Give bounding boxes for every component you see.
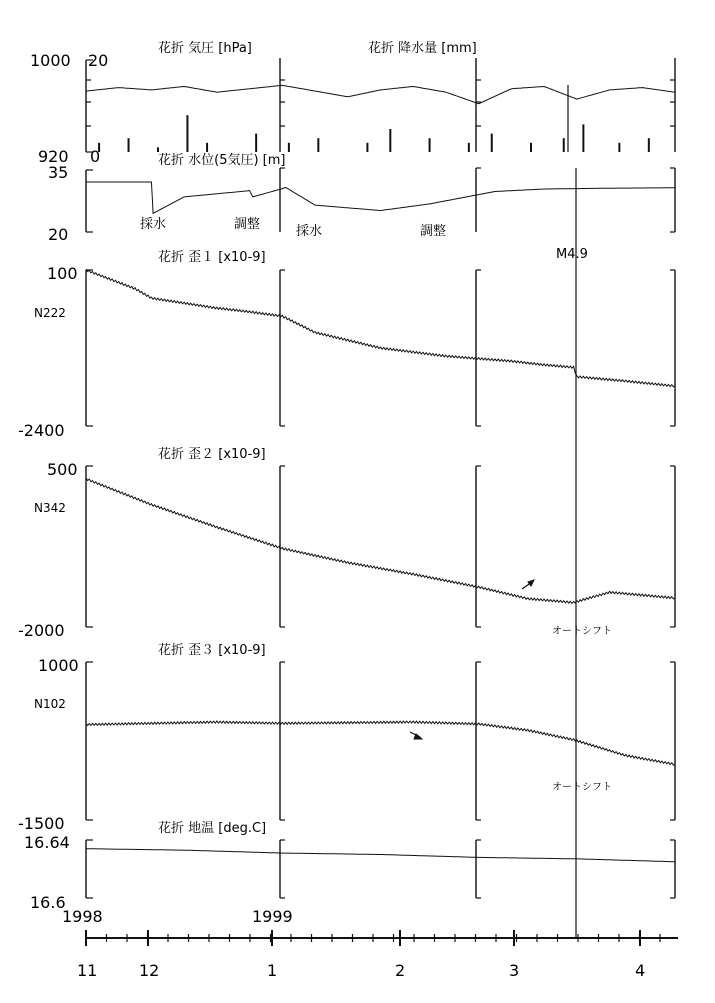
- strain3-series-line: [86, 721, 675, 765]
- autoshift-label-2: オートシフト: [552, 782, 612, 793]
- water-ymin: 20: [48, 225, 69, 244]
- strain-ticks: [86, 270, 675, 898]
- strain2-ymin: -2000: [18, 621, 65, 640]
- month-label-3: 3: [509, 961, 520, 980]
- pressure-ymax: 1000: [30, 51, 71, 70]
- annotation-sampling-1: 採水: [140, 217, 167, 232]
- strain1-ymax: 100: [47, 264, 78, 283]
- chart-frame: [86, 58, 678, 938]
- pressure-ymin: 920: [38, 147, 69, 166]
- strain2-series-line: [86, 478, 675, 604]
- month-label-4: 4: [635, 961, 646, 980]
- annotation-adjust-1: 調整: [234, 217, 261, 232]
- temp-ymin: 16.6: [30, 893, 66, 912]
- strain1-series-line: [86, 269, 675, 387]
- water-ticks: [86, 168, 675, 232]
- earthquake-label: M4.9: [556, 247, 588, 262]
- arrow-icon: [522, 580, 534, 589]
- strain3-ymax: 1000: [38, 656, 79, 675]
- pressure-title: 花折 気圧 [hPa]: [158, 41, 252, 56]
- strain2-title: 花折 歪２ [x10-9]: [158, 447, 266, 462]
- strain3-ymin: -1500: [18, 814, 65, 833]
- month-label-1: 1: [267, 961, 278, 980]
- ground-temp-series-line: [86, 849, 675, 862]
- strain1-ymin: -2400: [18, 421, 65, 440]
- month-label-2: 2: [395, 961, 406, 980]
- precip-ymin: 0: [90, 147, 101, 166]
- water-ymax: 35: [48, 163, 69, 182]
- annotation-adjust-2: 調整: [420, 224, 447, 239]
- pressure-ticks: [86, 60, 675, 152]
- arrow-icon: [410, 732, 422, 739]
- temp-ymax: 16.64: [24, 833, 70, 852]
- strain2-ymax: 500: [47, 460, 78, 479]
- water-level-series-line: [86, 182, 675, 213]
- annotation-sampling-2: 採水: [296, 224, 323, 239]
- precip-title: 花折 降水量 [mm]: [368, 41, 477, 56]
- strain3-sub: N102: [34, 697, 66, 711]
- strain2-sub: N342: [34, 501, 66, 515]
- year-label-1998: 1998: [62, 907, 103, 926]
- water-title: 花折 水位(5気圧) [m]: [158, 153, 286, 168]
- precip-ymax: 20: [88, 51, 109, 70]
- strain1-sub: N222: [34, 306, 66, 320]
- year-label-1999: 1999: [252, 907, 293, 926]
- pressure-series-line: [86, 85, 675, 103]
- strain3-title: 花折 歪３ [x10-9]: [158, 643, 266, 658]
- month-label-11: 11: [77, 961, 98, 980]
- month-label-12: 12: [139, 961, 160, 980]
- autoshift-label-1: オートシフト: [552, 626, 612, 637]
- axis-ticks: [86, 60, 675, 946]
- temp-title: 花折 地温 [deg.C]: [158, 821, 267, 836]
- strain1-title: 花折 歪１ [x10-9]: [158, 250, 266, 265]
- series-layer: [86, 85, 675, 862]
